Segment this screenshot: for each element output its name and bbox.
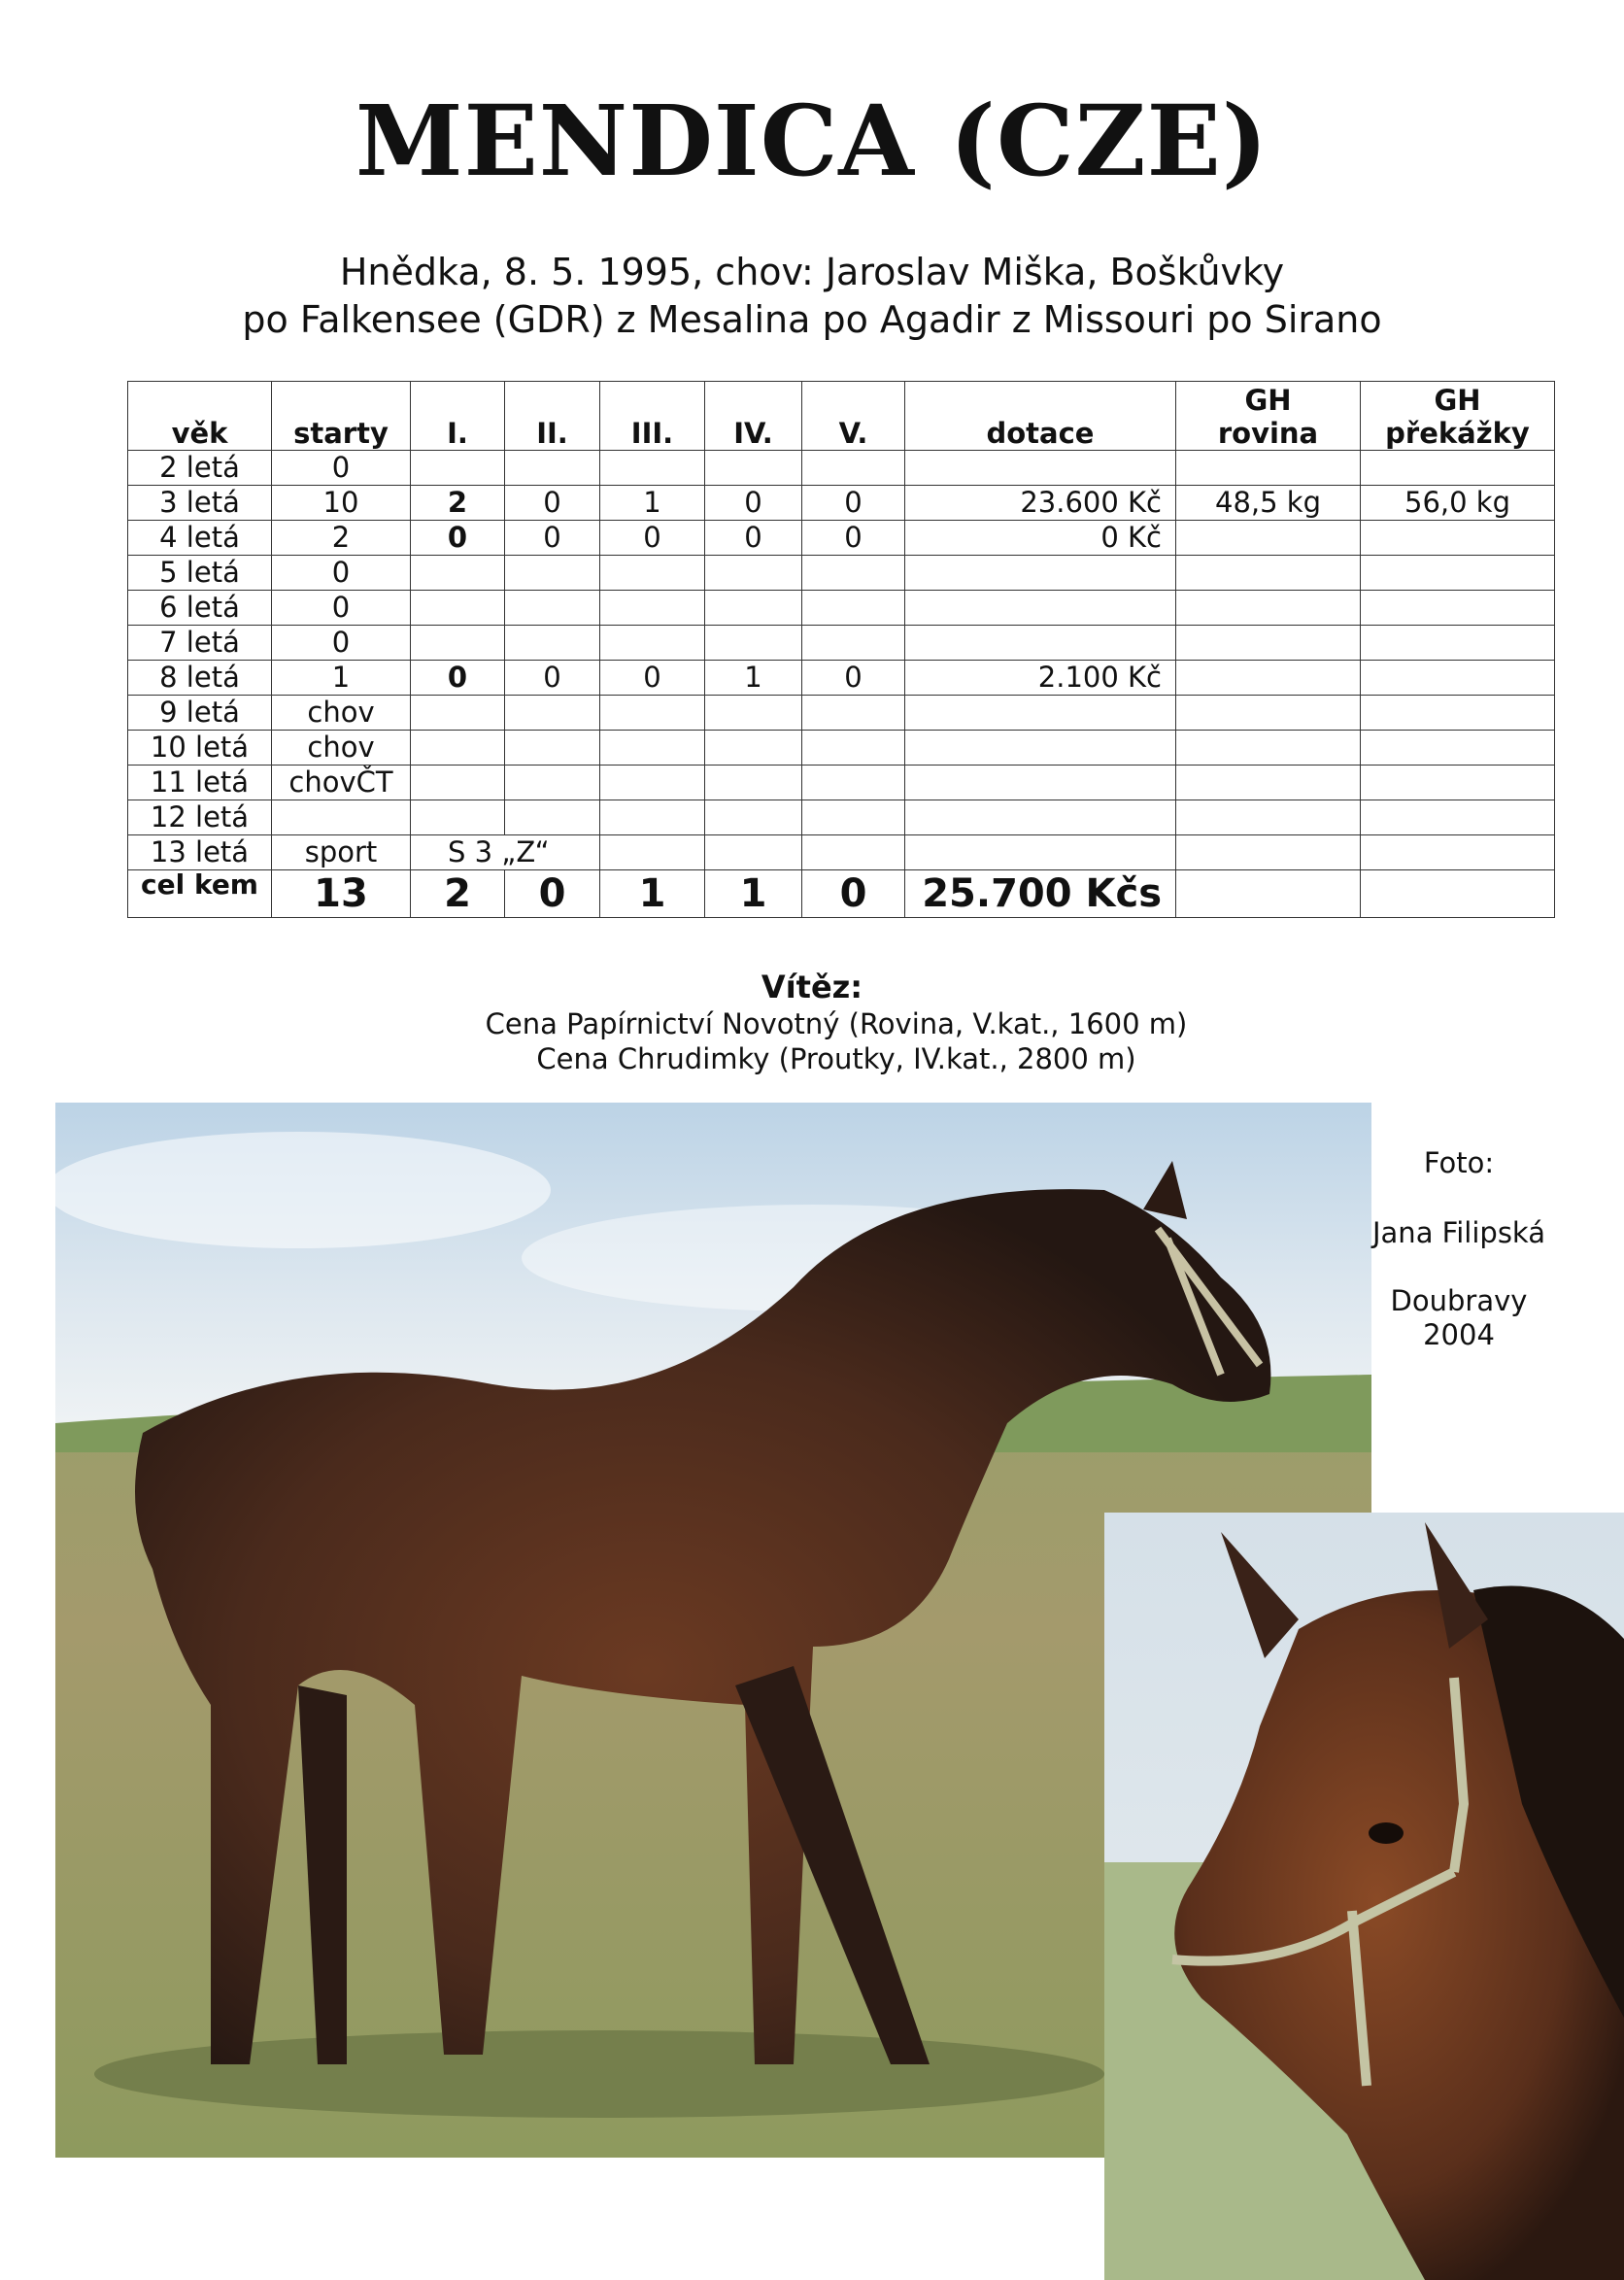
cell-third [600,591,705,626]
cell-age: 3 letá [128,486,272,521]
cell-age: 8 letá [128,661,272,696]
cell-first [411,451,505,486]
cell-gh-flat: 48,5 kg [1176,486,1361,521]
race-stats-table [127,381,1555,918]
cell-starts: 1 [272,661,411,696]
table-row [128,696,1555,731]
cell-starts: chov [272,731,411,766]
page-title: MENDICA (CZE) [355,84,1269,198]
cell-fourth [705,731,802,766]
cell-fifth: 0 [802,521,905,556]
winner-race-1: Cena Papírnictví Novotný (Rovina, V.kat., 1600 m) [485,1007,1188,1040]
cell-third: 0 [600,661,705,696]
cell-fourth [705,451,802,486]
cell-gh-flat [1176,731,1361,766]
cell-age: 10 letá [128,731,272,766]
cell-age: 5 letá [128,556,272,591]
cell-age: 7 letá [128,626,272,661]
cell-sport-note: S 3 „Z“ [411,835,600,870]
horse-head-portrait-photo [1104,1513,1624,2280]
photo-credit-year: 2004 [1423,1318,1495,1351]
cell-gh-hurdles [1361,731,1555,766]
cell-fifth [802,800,905,835]
cell-fifth [802,731,905,766]
cell-fourth [705,696,802,731]
cell-fifth [802,696,905,731]
header-gh-hurdles: GH překážky [1361,382,1555,451]
cell-starts: 0 [272,556,411,591]
cell-prize-money: 23.600 Kč [905,486,1176,521]
cell-empty [600,835,705,870]
cell-second [505,626,600,661]
cell-prize-money [905,731,1176,766]
cell-gh-flat [1176,626,1361,661]
cell-prize-money [905,556,1176,591]
cell-age: 9 letá [128,696,272,731]
cell-total-prize-money: 25.700 Kčs [905,870,1176,918]
cell-first [411,696,505,731]
cell-fifth: 0 [802,661,905,696]
cell-empty [905,835,1176,870]
cell-prize-money: 0 Kč [905,521,1176,556]
table-row [128,521,1555,556]
cell-third [600,696,705,731]
cell-third [600,766,705,800]
cell-starts: 0 [272,591,411,626]
cell-prize-money [905,696,1176,731]
cell-starts: sport [272,835,411,870]
cell-gh-hurdles [1361,521,1555,556]
cell-total-starts: 13 [272,870,411,918]
table-row [128,800,1555,835]
cell-third: 0 [600,521,705,556]
cell-total-fourth: 1 [705,870,802,918]
cell-first [411,591,505,626]
table-row [128,626,1555,661]
cell-total-second: 0 [505,870,600,918]
cell-first [411,556,505,591]
cell-age: 6 letá [128,591,272,626]
cell-prize-money: 2.100 Kč [905,661,1176,696]
header-fifth: V. [802,382,905,451]
cell-first [411,731,505,766]
cell-prize-money [905,800,1176,835]
cell-third [600,731,705,766]
cell-gh-flat [1176,591,1361,626]
cell-fifth [802,766,905,800]
cell-fourth [705,766,802,800]
cell-gh-flat [1176,556,1361,591]
cell-starts: 0 [272,451,411,486]
table-row [128,486,1555,521]
cell-first [411,766,505,800]
cell-age: 2 letá [128,451,272,486]
cell-fourth [705,556,802,591]
cell-gh-flat [1176,661,1361,696]
cell-second [505,696,600,731]
table-row [128,591,1555,626]
cell-gh-flat [1176,800,1361,835]
cell-second: 0 [505,486,600,521]
photo-credit-author: Jana Filipská [1371,1216,1545,1249]
cell-age: 13 letá [128,835,272,870]
cell-prize-money [905,451,1176,486]
horse-description: Hnědka, 8. 5. 1995, chov: Jaroslav Miška, Boškůvky [339,251,1285,293]
cell-gh-hurdles [1361,556,1555,591]
header-gh-flat: GH rovina [1176,382,1361,451]
cell-first: 2 [411,486,505,521]
cell-starts: chovČT [272,766,411,800]
cell-prize-money [905,591,1176,626]
cell-fourth: 0 [705,521,802,556]
photo-credit-label: Foto: [1423,1146,1495,1179]
cell-third [600,626,705,661]
cell-first: 0 [411,521,505,556]
cell-gh-hurdles [1361,696,1555,731]
cell-age: 4 letá [128,521,272,556]
cell-empty [1361,870,1555,918]
cell-gh-hurdles [1361,591,1555,626]
cell-prize-money [905,626,1176,661]
cell-total-third: 1 [600,870,705,918]
header-prize-money: dotace [905,382,1176,451]
cell-prize-money [905,766,1176,800]
cell-age: 11 letá [128,766,272,800]
header-fourth: IV. [705,382,802,451]
header-age: věk [128,382,272,451]
photo-credit-place: Doubravy [1390,1284,1528,1317]
cell-total-fifth: 0 [802,870,905,918]
cell-fifth [802,451,905,486]
cell-fourth [705,626,802,661]
cell-gh-flat [1176,521,1361,556]
cell-third: 1 [600,486,705,521]
cell-empty [705,835,802,870]
cell-gh-flat [1176,451,1361,486]
cell-gh-hurdles [1361,451,1555,486]
cell-fourth: 0 [705,486,802,521]
cell-fifth [802,626,905,661]
cell-first [411,800,505,835]
cell-second: 0 [505,661,600,696]
cell-gh-hurdles [1361,626,1555,661]
cell-second [505,766,600,800]
table-row [128,731,1555,766]
header-second: II. [505,382,600,451]
winner-heading: Vítěz: [761,969,863,1005]
table-row [128,766,1555,800]
cell-age: 12 letá [128,800,272,835]
cell-second [505,451,600,486]
cell-fourth [705,800,802,835]
cell-starts: 10 [272,486,411,521]
header-starts: starty [272,382,411,451]
cell-second [505,731,600,766]
cell-first: 0 [411,661,505,696]
table-row [128,556,1555,591]
cell-empty [1361,835,1555,870]
cell-empty [1176,870,1361,918]
cell-starts: chov [272,696,411,731]
table-row [128,661,1555,696]
cell-fifth [802,591,905,626]
cell-fourth [705,591,802,626]
cell-fifth: 0 [802,486,905,521]
cell-total-first: 2 [411,870,505,918]
cell-starts [272,800,411,835]
cell-gh-hurdles: 56,0 kg [1361,486,1555,521]
table-row-sport [128,835,1555,870]
cell-gh-flat [1176,766,1361,800]
cell-second [505,800,600,835]
cell-fourth: 1 [705,661,802,696]
cell-second [505,556,600,591]
cell-gh-hurdles [1361,766,1555,800]
cell-first [411,626,505,661]
cell-empty [1176,835,1361,870]
horse-pedigree: po Falkensee (GDR) z Mesalina po Agadir z Missouri po Sirano [242,298,1382,341]
cell-gh-hurdles [1361,661,1555,696]
cell-total-label: cel kem [128,870,272,918]
cell-second: 0 [505,521,600,556]
winner-race-2: Cena Chrudimky (Proutky, IV.kat., 2800 m) [536,1042,1136,1075]
cell-gh-hurdles [1361,800,1555,835]
cell-third [600,556,705,591]
cell-starts: 2 [272,521,411,556]
cell-gh-flat [1176,696,1361,731]
table-row [128,451,1555,486]
cell-fifth [802,556,905,591]
cell-third [600,800,705,835]
cell-third [600,451,705,486]
table-row-total [128,870,1555,918]
cell-empty [802,835,905,870]
header-first: I. [411,382,505,451]
table-header-row [128,382,1555,451]
header-third: III. [600,382,705,451]
cell-second [505,591,600,626]
cell-starts: 0 [272,626,411,661]
